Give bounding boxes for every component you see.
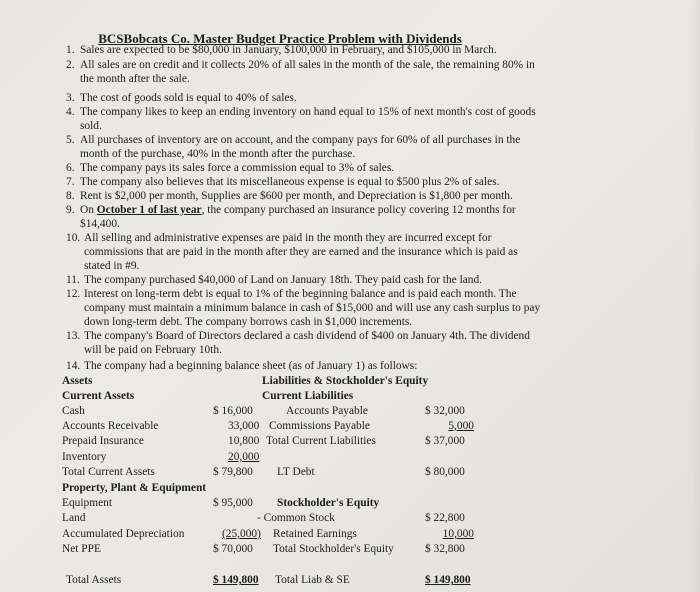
total-stockholders-equity-value: $ 32,800: [425, 543, 465, 555]
current-liabilities-header: Current Liabilities: [262, 390, 354, 402]
list-item: 7. The company also believes that its miscellaneous expense is equal to $500 plus 2% of sales.: [66, 176, 500, 188]
total-current-liabilities-value: $ 37,000: [425, 435, 465, 447]
list-item: 5. All purchases of inventory are on account, and the company pays for 60% of all purchases in the month of the purchase, 40% in the month after the purchase.: [66, 134, 521, 160]
total-liab-se-label: Total Liab & SE: [275, 574, 350, 586]
total-assets-value: $ 149,800: [213, 574, 259, 586]
prepaid-label: Prepaid Insurance: [62, 435, 144, 447]
cash-label: Cash: [62, 405, 85, 417]
assets-header: Assets: [62, 375, 93, 387]
accumulated-depreciation-label: Accumulated Depreciation: [62, 528, 185, 540]
accumulated-depreciation-value: (25,000): [222, 528, 261, 540]
equipment-label: Equipment: [62, 497, 112, 509]
prepaid-value: 10,800: [228, 435, 260, 447]
lt-debt-value: $ 80,000: [425, 466, 465, 478]
total-current-assets-value: $ 79,800: [213, 466, 253, 478]
ap-value: $ 32,000: [425, 405, 465, 417]
total-current-liabilities-label: Total Current Liabilities: [266, 435, 376, 447]
list-item: 11. The company purchased $40,000 of Land on January 18th. They paid cash for the land.: [66, 274, 483, 286]
total-assets-label: Total Assets: [66, 574, 122, 586]
cash-value: $ 16,000: [213, 405, 253, 417]
list-item: 13. The company's Board of Directors declared a cash dividend of $400 on January 4th. The dividend will be paid on February 10th.: [66, 330, 530, 356]
inventory-value: 20,000: [228, 451, 260, 463]
list-item: 3. The cost of goods sold is equal to 40% of sales.: [66, 92, 297, 104]
list-item: 8. Rent is $2,000 per month, Supplies are $600 per month, and Depreciation is $1,800 per month.: [66, 190, 513, 202]
lt-debt-label: LT Debt: [277, 466, 315, 478]
document-title: BCSBobcats Co. Master Budget Practice Problem with Dividends: [98, 31, 462, 46]
total-stockholders-equity-label: Total Stockholder's Equity: [273, 543, 394, 555]
total-current-assets-label: Total Current Assets: [62, 466, 155, 478]
equipment-value: $ 95,000: [213, 497, 253, 509]
stockholders-equity-header: Stockholder's Equity: [277, 497, 380, 509]
underlined-date: October 1 of last year: [96, 204, 202, 216]
ar-value: 33,000: [228, 420, 260, 432]
ar-label: Accounts Receivable: [62, 420, 159, 432]
list-item: 1. Sales are expected to be $80,000 in January, $100,000 in February, and $105,000 in March.: [66, 44, 497, 56]
list-item: 12. Interest on long-term debt is equal to 1% of the beginning balance and is paid each month. The company must maintain a minimum balance in cash of $15,000 and will use any cash surplus to pay down long-term debt. The company borrows cash in $1,000 increments.: [66, 288, 541, 328]
commissions-value: 5,000: [448, 420, 474, 432]
list-item: 2. All sales are on credit and it collects 20% of all sales in the month of the sale, the remaining 80% in the month after the sale.: [66, 59, 535, 85]
current-assets-header: Current Assets: [62, 390, 135, 402]
list-item: 10. All selling and administrative expenses are paid in the month they are incurred except for commissions that are paid in the month after they are earned and the insurance which is paid as stated in #9.: [66, 232, 518, 272]
common-stock-label: - Common Stock: [257, 512, 335, 524]
commissions-label: Commissions Payable: [269, 420, 370, 432]
list-item: 6. The company pays its sales force a commission equal to 3% of sales.: [66, 162, 395, 174]
inventory-label: Inventory: [62, 451, 107, 463]
liabilities-header: Liabilities & Stockholder's Equity: [262, 375, 429, 387]
common-stock-value: $ 22,800: [425, 512, 465, 524]
retained-earnings-value: 10,000: [442, 528, 474, 540]
list-item: 9. On October 1 of last year, the company purchased an insurance policy covering 12 months for $14,400.: [66, 204, 516, 230]
land-label: Land: [62, 512, 86, 524]
ppe-header: Property, Plant & Equipment: [62, 482, 207, 494]
list-item: 14. The company had a beginning balance sheet (as of January 1) as follows:: [66, 360, 418, 372]
net-ppe-value: $ 70,000: [213, 543, 253, 555]
retained-earnings-label: Retained Earnings: [273, 528, 357, 540]
list-item: 4. The company likes to keep an ending inventory on hand equal to 15% of next month's cost of goods sold.: [66, 106, 536, 132]
total-liab-se-value: $ 149,800: [425, 574, 471, 586]
page-edge-shadow: [690, 0, 700, 592]
ap-label: Accounts Payable: [286, 405, 368, 417]
net-ppe-label: Net PPE: [62, 543, 101, 555]
